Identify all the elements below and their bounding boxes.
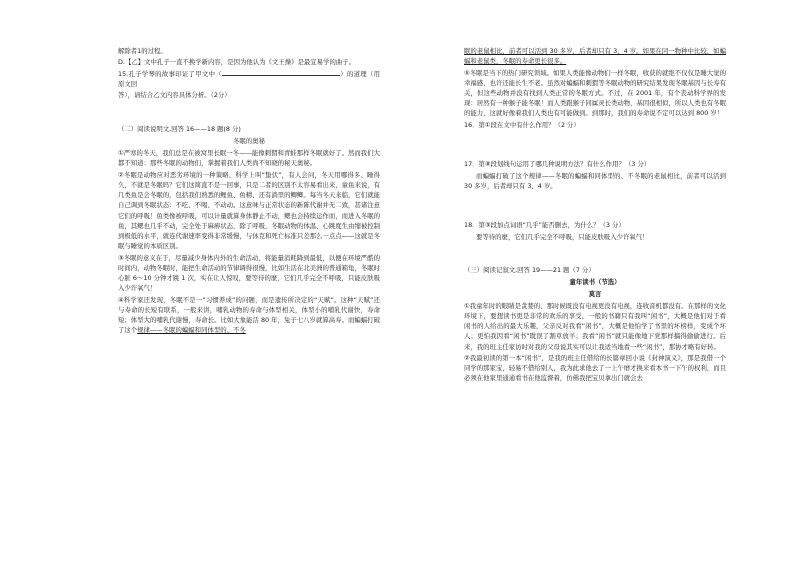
narrative-paragraph-1: ①我童年时的眼睛是贪婪的，那时候既没有电视更没有电视，连收音机都没有。在那样的文化环境下，要想读书更是非常的欢乐的享受，一般的书籍只有我叫“闲书”，大概是他们对于看闲书的人给出的最大乐趣，父亲反对我看“闲书”，大概是他怕学了书里的坏榜样，变成个坏人；更怕我因看“闲书”耽误了割草放羊；我看“闲书”就只能像地下党那样搞得偷偷进行。后来，我的班主任家访时对我的父母说其实可以让我适当地看一些“闲书”，那协才略有好转。 xyxy=(464,301,726,351)
paragraph-4-text: ④科学家还发现，冬眠不是一“习惯养成”的问题，而是遗传所决定的“天赋”。这种“天赋”还与寿命的长短有联系，一般来讲，哺乳动物的寿命与体型相关，体型小的哺乳代谢快，寿命短；体型大的哺乳代谢慢，寿命长。比如大象能活 80 年，兔子七八岁就算高寿。而蝙蝠打破了这个 xyxy=(118,295,380,335)
article-paragraph-2: ②冬眠是动物应对恶劣环境的一种策略，科学上叫“蛰伏”，有人会问，冬天用哪得多、睡得久，不就是冬眠吗？它们这简直不是一回事，只是二者的区别不太容易看出来，童鱼来说，有几类鱼是会冬眠的，包括我们熟悉的鲤鱼、鱼精、还有淌里的鲫鲫。每当冬天来临，它们就能自己调到冬眠状态：不吃、不喝、不动动。这意味与正常状态的新陈代谢并无二致，甚诸注意它们的呼吸！鱼类像被呼吸，可以计量就算身体静止不动，鳃也会持续运作而，而进入冬眠的鱼，其鳃也几乎不动，完全处于麻痹状态，除了呼吸，冬眠动物的体温、心跳度生由缩被控制到极低的水平，就连代谢速率变得非常缓慢，与休克和死亡标准只差那么一点点——这就是冬眠与睡觉的本质区别。 xyxy=(118,170,381,251)
right-column xyxy=(464,46,726,385)
question-17-quote: 而蝙蝠打破了这个规律——冬眠的蝙蝠和同体型的、不冬眠的老鼠相比，前者可以活到 30 多岁，后者却只有 3、4 岁。 xyxy=(464,171,726,190)
question-15-text-after: ）的道理（用原文回 xyxy=(118,69,380,88)
article-paragraph-5: ⑤冬眠是当下的热门研究领域。如果人类能像动物们一样冬眠，收获的就绝不仅仅是睡大觉的幸福感，也许还能长生不老。虽然对蝙蝠和刺猬等冬眠动物的研究结果发现冬眠基因与长寿有关，但这些动物并没有找到人类正常的冬眠方式。不过，在 2001 年，有个丧动科学界的发现：居然有一种猴子能冬眠！而人类跟猴子同属灵长类动物，基因很相似，所以人类也有冬眠的能力，这就好像着我们人类也有可能做到。到那时，我们的寿命说不定可以达到 800 岁！ xyxy=(464,68,727,118)
paragraph-4-underlined-sentence: 规律——冬眠的蝙蝠和同体型的、不冬 xyxy=(137,326,246,335)
article-paragraph-4 xyxy=(118,295,380,336)
article-paragraph-1: ①严寒的冬天，我们总是在被窝里长眠一冬——能像刺猬和青蛙那样冬眠就好了。然而我们大都不知道：那些冬眠的动物们，掌握着我们人类尚不知晓的秘天奥秘。 xyxy=(118,149,380,168)
question-18: 18．第③段加点词语“几乎”能否删去，为什么？（3 分） xyxy=(464,221,625,230)
question-15 xyxy=(118,69,380,89)
section-3-heading: （三）阅读记叙文,回答 19——21 题（7 分） xyxy=(464,265,595,274)
question-15-line2: 答），请结合乙文内容具体分析。（2分） xyxy=(118,91,231,100)
option-d: D.【乙】文中孔子一直不换学新内容，是因为他认为《文王操》是最宜易学的曲子。 xyxy=(118,58,356,67)
question-15-text: 15.孔子学琴的故事印证了甲文中（ xyxy=(118,69,222,78)
narrative-paragraph-2: ②我最初读的第一本“闲书”，是我的班主任借给的长篇章回小说《封神演义》，那是我借一个同学的那家宝，轻易不借给别人，我为此求他去了一上午磨才换来看本书一下午的权利，而且必须在他家里通通看书在他监督着，仿佛我把宝贝拿出门就会去 xyxy=(464,353,727,383)
left-column xyxy=(118,46,380,337)
previous-option-ending: 解除者1的过程。 xyxy=(118,47,167,55)
paragraph-4-continued xyxy=(464,46,726,66)
question-15-answer-blank[interactable] xyxy=(222,69,340,76)
question-16: 16．第①段在文中有什么作用？（2 分） xyxy=(464,120,580,129)
article-title-childhood-reading: 童年读书（节选） xyxy=(569,278,621,287)
section-2-heading: （二）阅读说明文,回答 16——18 题(8 分) xyxy=(118,124,241,133)
question-18-quote: 要等待的麼，它们几乎完全不呼吸，只能皮肤吸入少许氧气！ xyxy=(476,232,649,241)
paragraph-4-continued-text: 眠的老鼠相比，前者可以活到 30 多岁，后者却只有 3、4 岁。如果在同一物种中比较，如蝙蝠和老鼠类，冬眠的寿命更长很多。 xyxy=(464,47,726,66)
article-title-hibernation: 冬眠的奥秘 xyxy=(233,136,265,145)
article-paragraph-3: ③冬眠的意义在于，尽量减少身体内外的生命活动，将能量消耗降到最低，以便在环境严酷的时间内，动物冬眠时，能把生命活动的节律调得很慢，比如生活在北美洲的普通箱龟，冬眠时心脏 6～10 分钟才跳 1 次，实在让人惊叹，要等待的麼，它们几乎完全不呼吸，只能皮肤吸入少许氧气！ xyxy=(118,253,381,293)
article-author: 莫言 xyxy=(588,290,602,299)
question-17: 17．第⑧段划线句运用了哪几种说明方法？有什么作用？（3 分） xyxy=(464,160,651,169)
